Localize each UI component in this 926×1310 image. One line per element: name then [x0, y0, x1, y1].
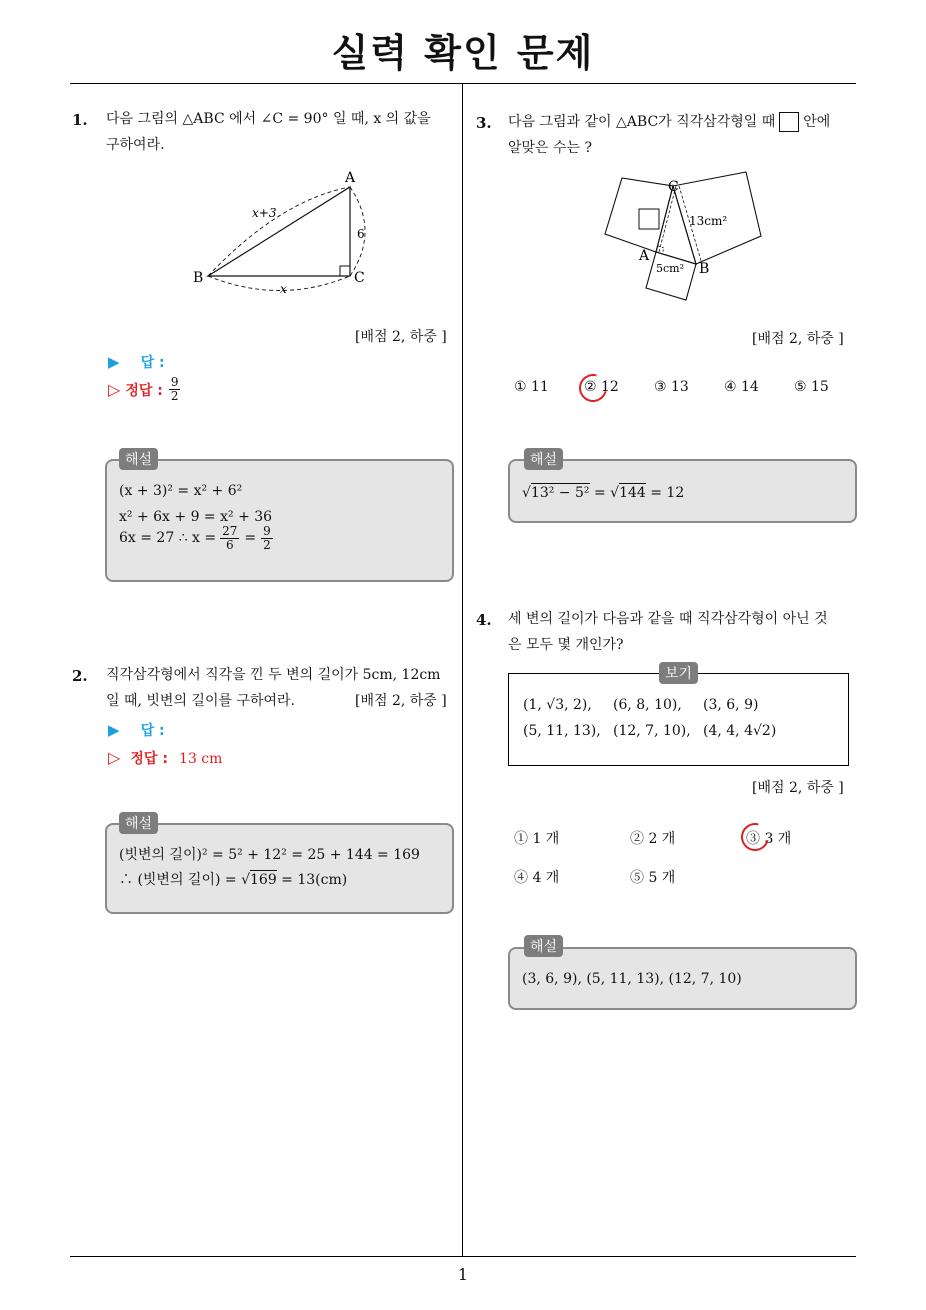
- q4-bogi-row2: [523, 723, 793, 739]
- q4-solution-tag: 해설: [524, 935, 563, 957]
- q3-opt4-value: 14: [741, 379, 759, 395]
- q1-sol3-eq: =: [244, 530, 257, 546]
- correct-arrow-icon: ▷: [108, 748, 121, 767]
- header-divider: [70, 83, 856, 84]
- q1-correct-label: 정답 :: [125, 382, 163, 399]
- q4-option-4[interactable]: [514, 867, 630, 887]
- q4-bogi-r2c2: (12, 7, 10),: [613, 723, 691, 739]
- q3-score: [배점 2, 하중 ]: [752, 331, 844, 347]
- q2-sol-line2: [119, 868, 347, 893]
- q4-text-line1: 세 변의 길이가 다음과 같을 때 직각삼각형이 아닌 것: [508, 611, 828, 627]
- q4-bogi-row1: [523, 697, 793, 713]
- q1-correct-row: [108, 376, 180, 403]
- q3-sol-sqrt2: = √: [589, 485, 620, 501]
- correct-arrow-icon: ▷: [108, 380, 121, 399]
- q4-option-3[interactable]: [746, 828, 862, 848]
- q3-opt2-mark: ②: [584, 379, 597, 395]
- q3-text-line1: [508, 109, 830, 135]
- q3-option-5[interactable]: [794, 379, 864, 395]
- q3-label-area1: 13cm²: [689, 214, 728, 228]
- q4-opt4-value: 4 개: [532, 870, 560, 886]
- q1-label-B: B: [193, 270, 204, 286]
- q1-sol3-text: 6x = 27 ∴ x =: [119, 530, 217, 546]
- q4-text-line2: 은 모두 몇 개인가?: [508, 637, 624, 653]
- q2-correct-value: 13 cm: [179, 751, 223, 767]
- q3-option-4[interactable]: [724, 379, 794, 395]
- q3-opt3-mark: ③: [654, 379, 667, 395]
- q1-answer-row: [108, 352, 165, 372]
- q4-option-5[interactable]: [630, 867, 746, 887]
- q4-bogi-r2c3: (4, 4, 4√2): [703, 723, 777, 739]
- q4-option-1[interactable]: [514, 828, 630, 848]
- q4-opt2-mark: ②: [630, 831, 644, 847]
- q4-bogi-box: [508, 673, 849, 766]
- q3-opt5-value: 15: [811, 379, 829, 395]
- q1-number: 1.: [72, 111, 88, 129]
- q3-label-A: A: [639, 248, 650, 264]
- q4-bogi-tag: 보기: [659, 662, 698, 684]
- q1-sol-line2: x² + 6x + 9 = x² + 36: [119, 509, 273, 525]
- q3-opt5-mark: ⑤: [794, 379, 807, 395]
- q4-bogi-r1c2: (6, 8, 10),: [613, 697, 682, 713]
- q3-opt2-value: 12: [601, 379, 619, 395]
- q1-label-C: C: [354, 270, 365, 286]
- q2-correct-row: [108, 748, 222, 768]
- q1-sol3-n1: 27: [222, 524, 238, 538]
- q3-opt4-mark: ④: [724, 379, 737, 395]
- answer-arrow-icon: ▶: [108, 353, 120, 371]
- q2-sol2-prefix: ∴ (빗변의 길이) = √: [119, 872, 250, 888]
- q1-sol3-d2: 2: [263, 538, 271, 552]
- q3-sol-radicand2: 144: [619, 485, 646, 501]
- q3-opt3-value: 13: [671, 379, 689, 395]
- q4-score: [배점 2, 하중 ]: [752, 780, 844, 796]
- column-divider: [462, 84, 463, 1256]
- q4-opt2-value: 2 개: [648, 831, 676, 847]
- page-number: 1: [457, 1265, 469, 1284]
- q4-bogi-r1c3: (3, 6, 9): [703, 697, 759, 713]
- q3-option-1[interactable]: [514, 379, 584, 395]
- q3-opt1-value: 11: [531, 379, 549, 395]
- q3-label-B: B: [699, 261, 710, 277]
- q3-opt1-mark: ①: [514, 379, 527, 395]
- q1-sol3-frac2: [261, 525, 273, 552]
- q4-opt5-value: 5 개: [648, 870, 676, 886]
- page-title: 실력 확인 문제: [331, 31, 595, 75]
- q3-blank-box: [779, 112, 799, 132]
- q4-option-2[interactable]: [630, 828, 746, 848]
- q1-sol3-frac1: [220, 525, 239, 552]
- q4-bogi-r1c1: (1, √3, 2),: [523, 697, 592, 713]
- q1-solution-tag: 해설: [119, 448, 158, 470]
- q3-option-2[interactable]: [584, 379, 654, 395]
- q4-opt4-mark: ④: [514, 870, 528, 886]
- q2-sol2-radicand: 169: [250, 872, 277, 888]
- q4-opt1-mark: ①: [514, 831, 528, 847]
- q1-sol-line3: [119, 525, 273, 552]
- q3-option-3[interactable]: [654, 379, 724, 395]
- q2-answer-row: [108, 720, 165, 740]
- q2-text-line2: 일 때, 빗변의 길이를 구하여라.: [106, 693, 295, 709]
- selected-circle-icon: [574, 369, 612, 407]
- q3-text-line2: 알맞은 수는 ?: [508, 140, 593, 156]
- q4-opt5-mark: ⑤: [630, 870, 644, 886]
- q1-correct-fraction: [169, 376, 181, 403]
- q4-number: 4.: [476, 611, 492, 629]
- q3-sol-result: = 12: [645, 485, 685, 501]
- q3-pythagoras-figure: [598, 168, 768, 303]
- q2-text-line1: 직각삼각형에서 직각을 낀 두 변의 길이가 5cm, 12cm: [106, 667, 441, 683]
- q3-text-line1a: 다음 그림과 같이 △ABC가 직각삼각형일 때: [508, 114, 776, 130]
- footer-divider: [70, 1256, 856, 1257]
- q3-small-square: [639, 209, 659, 229]
- q3-label-C: C: [668, 179, 679, 195]
- q1-text-line1: 다음 그림의 △ABC 에서 ∠C = 90° 일 때, x 의 값을: [106, 111, 431, 127]
- q3-number: 3.: [476, 114, 492, 132]
- q4-opt1-value: 1 개: [532, 831, 560, 847]
- q4-options-row1: [514, 828, 862, 848]
- q3-solution-tag: 해설: [524, 448, 563, 470]
- q1-correct-den: 2: [170, 389, 179, 403]
- q3-sol-sqrt1: √: [522, 485, 531, 501]
- q1-label-side: 6: [357, 227, 365, 241]
- q1-sol3-d1: 6: [225, 538, 234, 552]
- q4-sol-line1: (3, 6, 9), (5, 11, 13), (12, 7, 10): [522, 971, 742, 987]
- q2-answer-label: 답 :: [140, 723, 165, 739]
- q1-answer-label: 답 :: [140, 355, 165, 371]
- q1-correct-num: 9: [170, 375, 179, 389]
- q4-options-row2: [514, 867, 746, 887]
- q4-bogi-r2c1: (5, 11, 13),: [523, 723, 601, 739]
- q2-sol-line1: (빗변의 길이)² = 5² + 12² = 25 + 144 = 169: [119, 847, 420, 863]
- q3-options: [514, 379, 864, 395]
- selected-circle-icon: [736, 818, 774, 856]
- q3-sol-radicand1: 13² − 5²: [530, 485, 590, 501]
- q2-correct-label: 정답 :: [130, 751, 168, 767]
- q2-sol2-suffix: = 13(cm): [276, 872, 348, 888]
- q1-triangle-figure: [180, 165, 390, 300]
- q4-opt3-value: 3 개: [764, 831, 792, 847]
- q2-solution-tag: 해설: [119, 812, 158, 834]
- q1-label-base: x: [280, 282, 287, 296]
- q1-text-line2: 구하여라.: [106, 137, 165, 153]
- q1-score: [배점 2, 하중 ]: [355, 329, 447, 345]
- q2-solution-box: [105, 823, 454, 914]
- answer-arrow-icon: ▶: [108, 721, 120, 739]
- q3-text-line1b: 안에: [803, 114, 831, 130]
- q2-score: [배점 2, 하중 ]: [355, 693, 447, 709]
- q3-sol-line1: [522, 481, 684, 506]
- q1-sol-line1: (x + 3)² = x² + 6²: [119, 483, 243, 499]
- q1-label-hyp: x+3: [252, 206, 277, 220]
- q1-sol3-n2: 9: [263, 524, 271, 538]
- q2-number: 2.: [72, 667, 88, 685]
- q3-label-area2: 5cm²: [656, 262, 684, 275]
- q4-opt3-mark: ③: [746, 831, 760, 847]
- q1-solution-box: [105, 459, 454, 582]
- q1-label-A: A: [345, 170, 356, 186]
